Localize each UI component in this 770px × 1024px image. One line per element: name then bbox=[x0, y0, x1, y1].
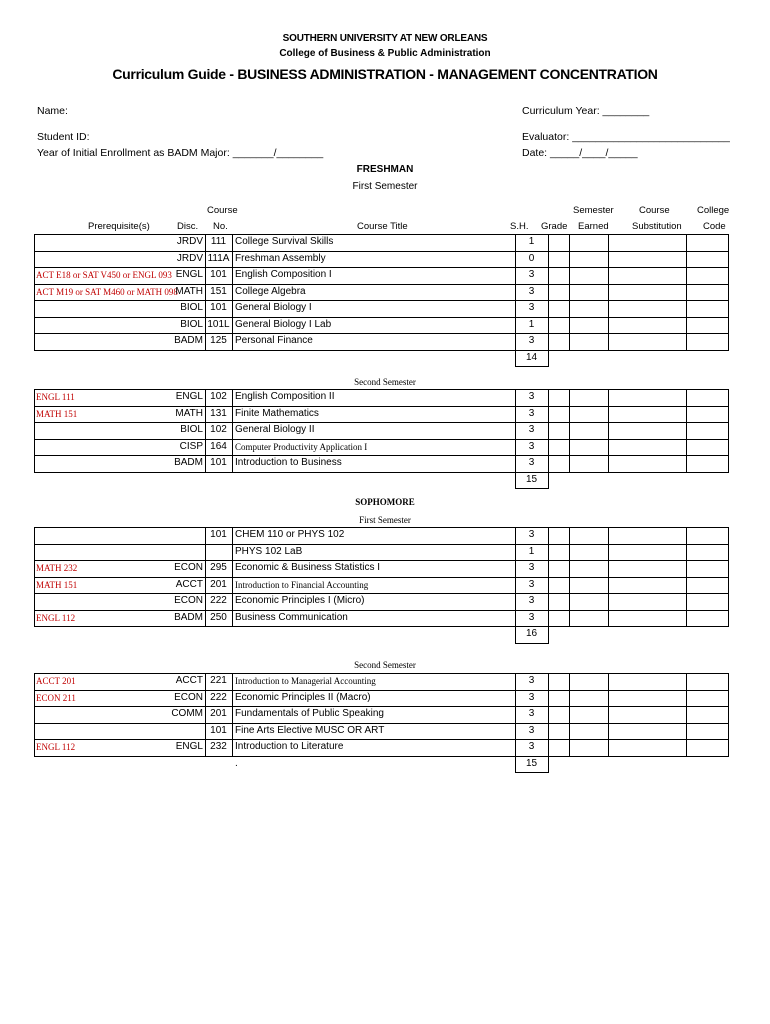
col-substitution-header: Substitution bbox=[632, 221, 682, 232]
credit-hours-cell: 3 bbox=[528, 391, 535, 402]
course-number-cell: 101 bbox=[210, 302, 227, 313]
column-border bbox=[686, 389, 687, 473]
semester-total: 16 bbox=[525, 628, 538, 639]
credit-hours-cell: 3 bbox=[528, 285, 535, 297]
credit-hours-cell: 3 bbox=[528, 335, 535, 346]
col-title-header: Course Title bbox=[357, 221, 408, 232]
credit-hours-cell: 1 bbox=[528, 318, 535, 330]
total-border bbox=[515, 488, 549, 489]
course-title-cell: Economic & Business Statistics I bbox=[235, 562, 381, 573]
total-border bbox=[548, 350, 549, 367]
column-border bbox=[34, 527, 35, 627]
sophomore-second-semester-label: Second Semester bbox=[354, 660, 416, 670]
discipline-cell: BIOL bbox=[180, 318, 203, 330]
course-number-cell: 295 bbox=[210, 562, 227, 573]
course-number-cell: 222 bbox=[210, 595, 227, 606]
course-number-cell: 101 bbox=[210, 724, 227, 736]
course-title-cell: Computer Productivity Application I bbox=[235, 441, 368, 452]
course-title-cell: Introduction to Literature bbox=[235, 741, 344, 752]
course-number-cell: 111A bbox=[207, 252, 230, 264]
col-disc-header: Disc. bbox=[177, 221, 199, 232]
evaluator-field[interactable]: Evaluator: ___________________________ bbox=[522, 131, 730, 143]
total-border bbox=[515, 643, 549, 644]
column-border bbox=[608, 389, 609, 473]
col-code-header: Code bbox=[703, 221, 726, 232]
course-number-cell: 164 bbox=[210, 440, 227, 452]
column-border bbox=[569, 234, 570, 351]
credit-hours-cell: 3 bbox=[528, 269, 535, 280]
discipline-cell: MATH bbox=[175, 407, 203, 419]
column-border bbox=[608, 234, 609, 351]
course-number-cell: 101 bbox=[210, 457, 227, 468]
prerequisite-cell: ENGL 112 bbox=[36, 612, 76, 623]
prerequisite-cell: ENGL 111 bbox=[36, 392, 75, 402]
college-name: College of Business & Public Administration bbox=[279, 48, 491, 59]
course-title-cell: CHEM 110 or PHYS 102 bbox=[235, 529, 345, 540]
row-border bbox=[34, 756, 728, 757]
row-border bbox=[34, 350, 728, 351]
course-number-cell: 102 bbox=[210, 424, 227, 435]
col-sh-header: S.H. bbox=[510, 221, 529, 232]
credit-hours-cell: 0 bbox=[528, 252, 535, 264]
semester-total: 14 bbox=[525, 351, 538, 363]
credit-hours-cell: 3 bbox=[528, 578, 535, 590]
column-border bbox=[232, 389, 233, 473]
column-border bbox=[608, 673, 609, 757]
course-title-cell: PHYS 102 LaB bbox=[235, 545, 303, 557]
credit-hours-cell: 3 bbox=[528, 611, 535, 623]
discipline-cell: MATH bbox=[175, 285, 203, 297]
row-border bbox=[34, 626, 728, 627]
discipline-cell: BIOL bbox=[180, 302, 203, 313]
column-border bbox=[728, 234, 729, 351]
credit-hours-cell: 3 bbox=[528, 724, 535, 736]
credit-hours-cell: 3 bbox=[528, 691, 535, 703]
table-note: . bbox=[235, 757, 238, 769]
course-title-cell: Freshman Assembly bbox=[235, 252, 326, 264]
discipline-cell: ACCT bbox=[175, 578, 203, 590]
course-title-cell: General Biology I Lab bbox=[235, 318, 332, 330]
column-border bbox=[728, 673, 729, 757]
column-border bbox=[728, 527, 729, 627]
column-border bbox=[232, 673, 233, 757]
discipline-cell: ENGL bbox=[175, 391, 203, 402]
column-border bbox=[608, 527, 609, 627]
course-title-cell: Fine Arts Elective MUSC OR ART bbox=[235, 724, 385, 736]
course-number-cell: 151 bbox=[210, 285, 227, 297]
date-field[interactable]: Date: _____/____/_____ bbox=[522, 147, 638, 159]
discipline-cell: ENGL bbox=[175, 741, 203, 752]
column-border bbox=[569, 673, 570, 757]
university-name: SOUTHERN UNIVERSITY AT NEW ORLEANS bbox=[282, 33, 488, 44]
freshman-heading: FRESHMAN bbox=[356, 164, 414, 175]
column-border bbox=[34, 673, 35, 757]
curriculum-year-field[interactable]: Curriculum Year: ________ bbox=[522, 105, 650, 117]
col-no-header: No. bbox=[213, 221, 228, 232]
course-title-cell: Introduction to Financial Accounting bbox=[235, 579, 369, 590]
discipline-cell: COMM bbox=[171, 708, 203, 719]
credit-hours-cell: 3 bbox=[528, 529, 535, 540]
column-border bbox=[34, 389, 35, 473]
course-title-cell: Introduction to Business bbox=[235, 457, 342, 468]
semester-total: 15 bbox=[525, 757, 538, 769]
discipline-cell: JRDV bbox=[176, 236, 203, 247]
credit-hours-cell: 1 bbox=[528, 236, 535, 247]
column-border bbox=[728, 389, 729, 473]
column-border bbox=[232, 527, 233, 627]
credit-hours-cell: 3 bbox=[528, 424, 535, 435]
student-id-field[interactable]: Student ID: bbox=[37, 131, 90, 143]
freshman-second-semester-label: Second Semester bbox=[354, 377, 416, 387]
prerequisite-cell: ENGL 112 bbox=[36, 742, 76, 752]
total-border bbox=[515, 366, 549, 367]
row-border bbox=[34, 544, 728, 545]
course-number-cell: 131 bbox=[210, 407, 227, 419]
column-border bbox=[232, 234, 233, 351]
prerequisite-cell: MATH 151 bbox=[36, 579, 78, 590]
course-number-cell: 101 bbox=[210, 269, 227, 280]
total-border bbox=[515, 772, 549, 773]
col-college-header: College bbox=[697, 205, 730, 216]
prerequisite-cell: ACT E18 or SAT V450 or ENGL 093 bbox=[36, 270, 172, 280]
row-border bbox=[34, 472, 728, 473]
column-border bbox=[569, 389, 570, 473]
freshman-first-semester-label: First Semester bbox=[352, 181, 418, 192]
discipline-cell: CISP bbox=[179, 440, 203, 452]
discipline-cell: BADM bbox=[174, 457, 203, 468]
course-title-cell: Personal Finance bbox=[235, 335, 313, 346]
course-title-cell: Economic Principles II (Macro) bbox=[235, 691, 371, 703]
col-course-header: Course bbox=[207, 205, 238, 216]
col-prereq-header: Prerequisite(s) bbox=[88, 221, 150, 232]
course-number-cell: 125 bbox=[210, 335, 227, 346]
sophomore-first-semester-label: First Semester bbox=[359, 515, 411, 525]
prerequisite-cell: MATH 151 bbox=[36, 408, 78, 419]
course-title-cell: Fundamentals of Public Speaking bbox=[235, 708, 384, 719]
column-border bbox=[686, 673, 687, 757]
semester-total: 15 bbox=[525, 473, 538, 485]
course-number-cell: 232 bbox=[210, 741, 227, 752]
course-number-cell: 222 bbox=[210, 691, 227, 703]
course-title-cell: General Biology II bbox=[235, 424, 315, 435]
page-title: Curriculum Guide - BUSINESS ADMINISTRATION - MANAGEMENT CONCENTRATION bbox=[112, 66, 658, 82]
column-border bbox=[686, 234, 687, 351]
col-grade-header: Grade bbox=[541, 221, 568, 232]
credit-hours-cell: 3 bbox=[528, 595, 535, 606]
col-earned-header: Earned bbox=[578, 221, 609, 232]
discipline-cell: ECON bbox=[174, 562, 203, 573]
credit-hours-cell: 3 bbox=[528, 302, 535, 313]
course-title-cell: College Algebra bbox=[235, 285, 306, 297]
course-number-cell: 101L bbox=[207, 318, 230, 330]
discipline-cell: BIOL bbox=[180, 424, 203, 435]
course-title-cell: English Composition I bbox=[235, 269, 332, 280]
name-field[interactable]: Name: bbox=[37, 105, 68, 117]
course-title-cell: Introduction to Managerial Accounting bbox=[235, 676, 376, 686]
column-border bbox=[548, 527, 549, 627]
row-border bbox=[34, 527, 728, 528]
credit-hours-cell: 3 bbox=[528, 741, 535, 752]
col-semester-header: Semester bbox=[573, 205, 614, 216]
credit-hours-cell: 3 bbox=[528, 407, 535, 419]
discipline-cell: BADM bbox=[174, 335, 203, 346]
course-title-cell: English Composition II bbox=[235, 391, 335, 402]
year-enrollment-field[interactable]: Year of Initial Enrollment as BADM Major: _______/________ bbox=[37, 147, 324, 159]
course-title-cell: Economic Principles I (Micro) bbox=[235, 595, 365, 606]
course-number-cell: 250 bbox=[210, 611, 227, 623]
column-border bbox=[34, 234, 35, 351]
prerequisite-cell: ACT M19 or SAT M460 or MATH 098 bbox=[36, 286, 178, 297]
course-number-cell: 111 bbox=[210, 236, 227, 247]
total-border bbox=[548, 626, 549, 643]
credit-hours-cell: 3 bbox=[528, 708, 535, 719]
column-border bbox=[548, 673, 549, 757]
credit-hours-cell: 3 bbox=[528, 675, 535, 686]
discipline-cell: JRDV bbox=[176, 252, 203, 264]
course-number-cell: 102 bbox=[210, 391, 227, 402]
total-border bbox=[548, 756, 549, 773]
credit-hours-cell: 3 bbox=[528, 440, 535, 452]
total-border bbox=[548, 472, 549, 489]
sophomore-heading: SOPHOMORE bbox=[355, 497, 415, 507]
course-number-cell: 221 bbox=[210, 675, 227, 686]
course-number-cell: 201 bbox=[210, 578, 227, 590]
prerequisite-cell: ECON 211 bbox=[36, 692, 76, 703]
discipline-cell: ECON bbox=[174, 691, 203, 703]
column-border bbox=[548, 389, 549, 473]
column-border bbox=[569, 527, 570, 627]
course-title-cell: Business Communication bbox=[235, 611, 348, 623]
column-border bbox=[686, 527, 687, 627]
prerequisite-cell: MATH 232 bbox=[36, 563, 78, 573]
discipline-cell: BADM bbox=[174, 611, 203, 623]
course-title-cell: General Biology I bbox=[235, 302, 312, 313]
col-course-sub-header: Course bbox=[639, 205, 670, 216]
discipline-cell: ENGL bbox=[175, 269, 203, 280]
credit-hours-cell: 3 bbox=[528, 457, 535, 468]
credit-hours-cell: 1 bbox=[528, 545, 535, 557]
course-number-cell: 101 bbox=[210, 529, 227, 540]
column-border bbox=[548, 234, 549, 351]
prerequisite-cell: ACCT 201 bbox=[36, 676, 76, 686]
course-title-cell: Finite Mathematics bbox=[235, 407, 319, 419]
course-number-cell: 201 bbox=[210, 708, 227, 719]
credit-hours-cell: 3 bbox=[528, 562, 535, 573]
course-title-cell: College Survival Skills bbox=[235, 236, 334, 247]
discipline-cell: ECON bbox=[174, 595, 203, 606]
discipline-cell: ACCT bbox=[175, 675, 203, 686]
